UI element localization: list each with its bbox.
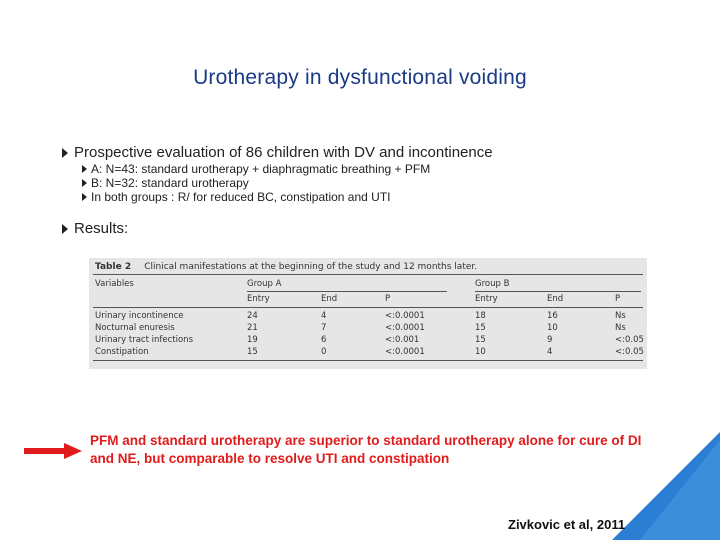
table-rule xyxy=(93,274,643,275)
sub-header: Entry xyxy=(247,294,270,304)
table-cell: 15 xyxy=(247,347,258,357)
table-row-variable: Nocturnal enuresis xyxy=(95,323,175,333)
table-rule xyxy=(93,307,643,308)
group-b-header: Group B xyxy=(475,279,510,289)
slide-title: Urotherapy in dysfunctional voiding xyxy=(193,66,527,89)
sub-header: End xyxy=(321,294,338,304)
col-variables: Variables xyxy=(95,279,134,289)
table-row-variable: Urinary incontinence xyxy=(95,311,184,321)
table-cell: 21 xyxy=(247,323,258,333)
sub-bullet-b xyxy=(82,176,249,190)
bullet-main-text: Prospective evaluation of 86 children with DV and incontinence xyxy=(74,144,493,161)
table-cell: 6 xyxy=(321,335,327,345)
table-row-variable: Urinary tract infections xyxy=(95,335,193,345)
sub-bullet-both xyxy=(82,190,391,204)
triangle-right-icon xyxy=(82,165,87,173)
sub-header: Entry xyxy=(475,294,498,304)
table-cell: 4 xyxy=(321,311,327,321)
table-cell: 18 xyxy=(475,311,486,321)
table-cell: 0 xyxy=(321,347,327,357)
table-cell: 4 xyxy=(547,347,553,357)
table-caption xyxy=(95,262,477,272)
sub-bullet-text: A: N=43: standard urotherapy + diaphragmatic breathing + PFM xyxy=(91,162,431,176)
bullet-results-text: Results: xyxy=(74,220,129,237)
table-cell: 15 xyxy=(475,335,486,345)
table-row-variable: Constipation xyxy=(95,347,149,357)
table-cell: <:0.0001 xyxy=(385,311,425,321)
group-a-header: Group A xyxy=(247,279,282,289)
table-cell: 16 xyxy=(547,311,558,321)
group-b-rule xyxy=(475,291,641,292)
table-cell: 24 xyxy=(247,311,258,321)
table-rule xyxy=(93,360,643,361)
table-cell: 15 xyxy=(475,323,486,333)
table-cell: Ns xyxy=(615,323,626,333)
table-cell: <:0.0001 xyxy=(385,347,425,357)
sub-bullet-a xyxy=(82,162,430,176)
table-cell: <:0.001 xyxy=(385,335,420,345)
table-label: Table 2 xyxy=(95,262,132,272)
group-a-rule xyxy=(247,291,447,292)
table-cell: 19 xyxy=(247,335,258,345)
sub-header: P xyxy=(615,294,621,304)
table-cell: 9 xyxy=(547,335,553,345)
table-cell: <:0.05 xyxy=(615,347,644,357)
triangle-right-icon xyxy=(82,193,87,201)
triangle-right-icon xyxy=(62,148,68,158)
red-arrow-icon xyxy=(24,443,82,459)
sub-header: End xyxy=(547,294,564,304)
table-cell: Ns xyxy=(615,311,626,321)
table-caption-text: Clinical manifestations at the beginning of the study and 12 months later. xyxy=(144,262,478,272)
bullet-main xyxy=(62,144,493,161)
conclusion-text: PFM and standard urotherapy are superior to standard urotherapy alone for cure of DI and NE, but comparable to resolve UTI and constipation xyxy=(90,433,642,466)
table-cell: <:0.0001 xyxy=(385,323,425,333)
triangle-right-icon xyxy=(82,179,87,187)
results-table xyxy=(89,258,647,369)
bullet-results xyxy=(62,220,128,237)
sub-bullet-text: In both groups : R/ for reduced BC, constipation and UTI xyxy=(91,190,391,204)
table-cell: 10 xyxy=(475,347,486,357)
citation: Zivkovic et al, 2011 xyxy=(508,517,626,532)
sub-header: P xyxy=(385,294,391,304)
table-cell: 7 xyxy=(321,323,327,333)
table-cell: 10 xyxy=(547,323,558,333)
sub-bullet-text: B: N=32: standard urotherapy xyxy=(91,176,249,190)
triangle-right-icon xyxy=(62,224,68,234)
table-cell: <:0.05 xyxy=(615,335,644,345)
